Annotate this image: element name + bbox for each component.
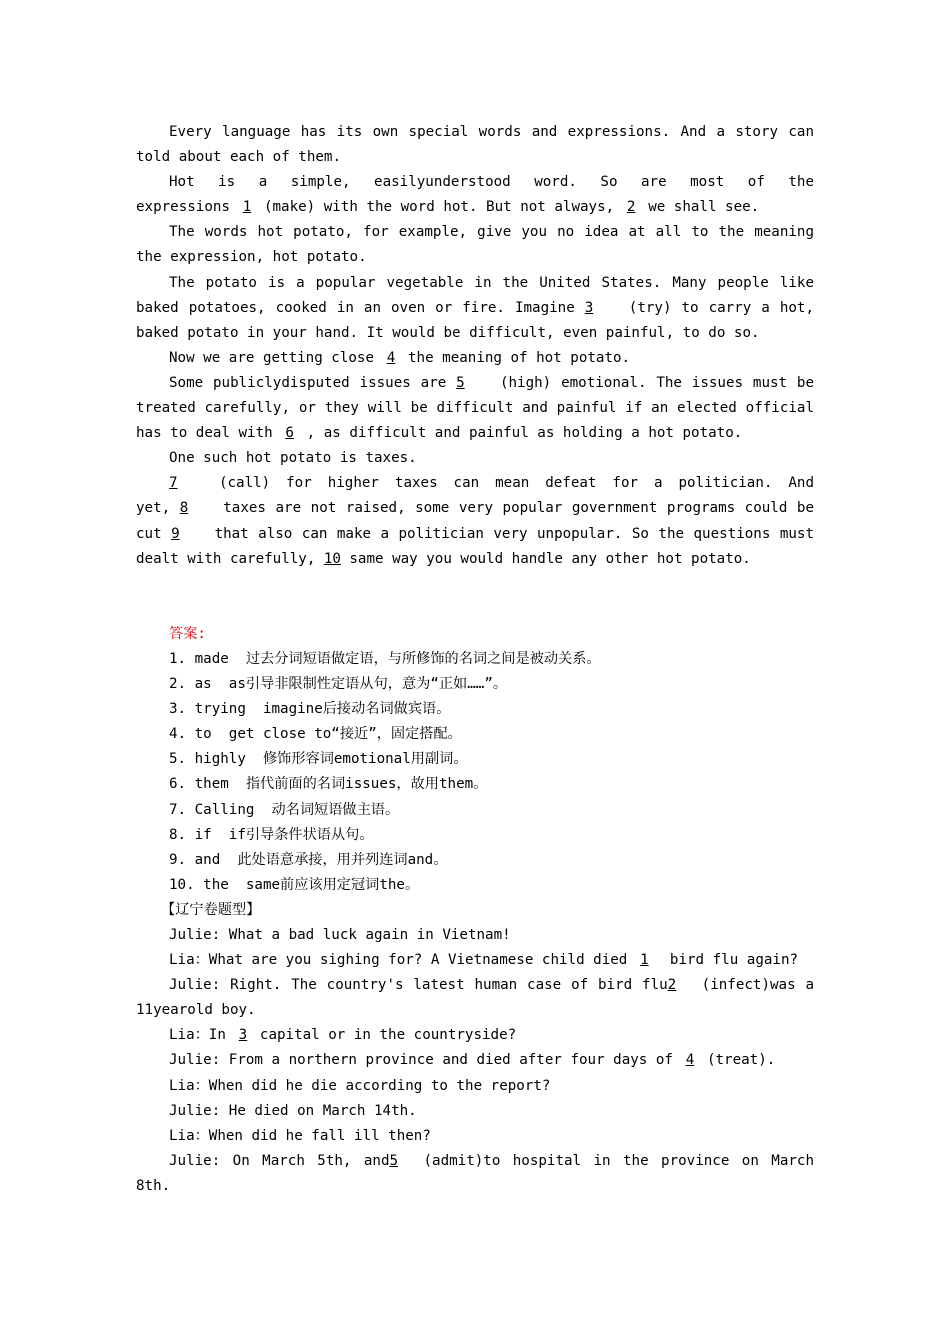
passage-line: Some publiclydisputed issues are 5 (high) emotional. The issues must be [136,371,814,396]
section-title: 【辽宁卷题型】 [161,901,261,918]
passage-line: cut 9 that also can make a politician very unpopular. So the questions must [136,522,814,547]
blank-9: 9 [171,525,180,542]
answer-line-row-1 [136,572,814,597]
passage-line: The potato is a popular vegetable in the United States. Many people like [169,274,814,291]
passage-line: One such hot potato is taxes. [169,450,417,467]
answer-explanation: 5. highly 修饰形容词emotional用副词。 [169,751,468,768]
dialog-line: Julie: From a northern province and died after four days of 4 (treat). [136,1048,814,1073]
answer-explanation: 2. as as引导非限制性定语从句，意为“正如……”。 [169,676,508,693]
passage-line: told about each of them. [136,149,341,166]
dialog-line: Lia：When did he die according to the report? [169,1077,551,1094]
passage-line: the expression, hot potato. [136,249,367,266]
dialog-blank-4: 4 [685,1052,695,1069]
passage-line: treated carefully, or they will be difficult and painful if an elected official [136,400,814,417]
passage-line: expressions 1 (make) with the word hot. But not always, 2 we shall see. [136,195,814,220]
blank-7: 7 [169,475,178,492]
document-body [136,120,814,1199]
dialog-line: Julie: On March 5th, and5 (admit)to hospital in the province on March [136,1149,814,1174]
blank-4: 4 [386,349,396,366]
passage-line: has to deal with 6 , as difficult and painful as holding a hot potato. [136,421,814,446]
answer-explanation: 3. trying imagine后接动名词做宾语。 [169,701,451,718]
dialog-line: Lia：What are you sighing for? A Vietnamese child died 1 bird flu again? [136,948,814,973]
dialog-blank-2: 2 [667,977,677,994]
passage-line: baked potato in your hand. It would be difficult, even painful, to do so. [136,324,760,341]
dialog-blank-3: 3 [238,1027,248,1044]
passage-line: 7 (call) for higher taxes can mean defeat for a politician. And [136,471,814,496]
answer-explanation: 6. them 指代前面的名词issues，故用them。 [169,776,488,793]
passage-line: Now we are getting close 4 the meaning of hot potato. [136,346,814,371]
dialog-line: Julie: He died on March 14th. [169,1102,417,1119]
dialog-line: Lia：In 3 capital or in the countryside? [136,1023,814,1048]
dialog-blank-1: 1 [640,952,649,969]
blank-8: 8 [179,500,189,517]
blank-5: 5 [456,374,465,391]
answer-explanation: 1. made 过去分词短语做定语，与所修饰的名词之间是被动关系。 [169,650,601,667]
dialog-line: Julie: Right. The country's latest human case of bird flu2 (infect)was a [136,973,814,998]
passage-line: The words hot potato, for example, give you no idea at all to the meaning [169,224,814,241]
dialog-blank-5: 5 [389,1152,399,1169]
answer-explanation: 8. if if引导条件状语从句。 [169,826,374,843]
dialog-line: Lia：When did he fall ill then? [169,1127,431,1144]
blank-10: 10 [323,550,341,567]
dialog-line: 8th. [136,1177,171,1194]
blank-2: 2 [626,199,636,216]
passage-line: baked potatoes, cooked in an oven or fire. Imagine 3 (try) to carry a hot, [136,296,814,321]
answer-explanation: 7. Calling 动名词短语做主语。 [169,801,400,818]
dialog-line: 11yearold boy. [136,1002,256,1019]
passage-line: yet, 8 taxes are not raised, some very popular government programs could be [136,496,814,521]
answer-line-row-2 [136,597,814,622]
answer-explanation: 10. the same前应该用定冠词the。 [169,876,420,893]
answer-explanation: 9. and 此处语意承接，用并列连词and。 [169,851,448,868]
answer-explanation: 4. to get close to“接近”，固定搭配。 [169,726,462,743]
blank-1: 1 [242,199,252,216]
answers-heading: 答案: [169,625,206,642]
passage-line: Hot is a simple, easilyunderstood word. So are most of the [169,174,814,191]
blank-3: 3 [584,299,594,316]
dialog-line: Julie: What a bad luck again in Vietnam! [169,927,511,943]
passage-line: Every language has its own special words and expressions. And a story can [169,124,814,140]
passage-line: dealt with carefully, 10 same way you would handle any other hot potato. [136,547,814,572]
blank-6: 6 [285,425,294,442]
